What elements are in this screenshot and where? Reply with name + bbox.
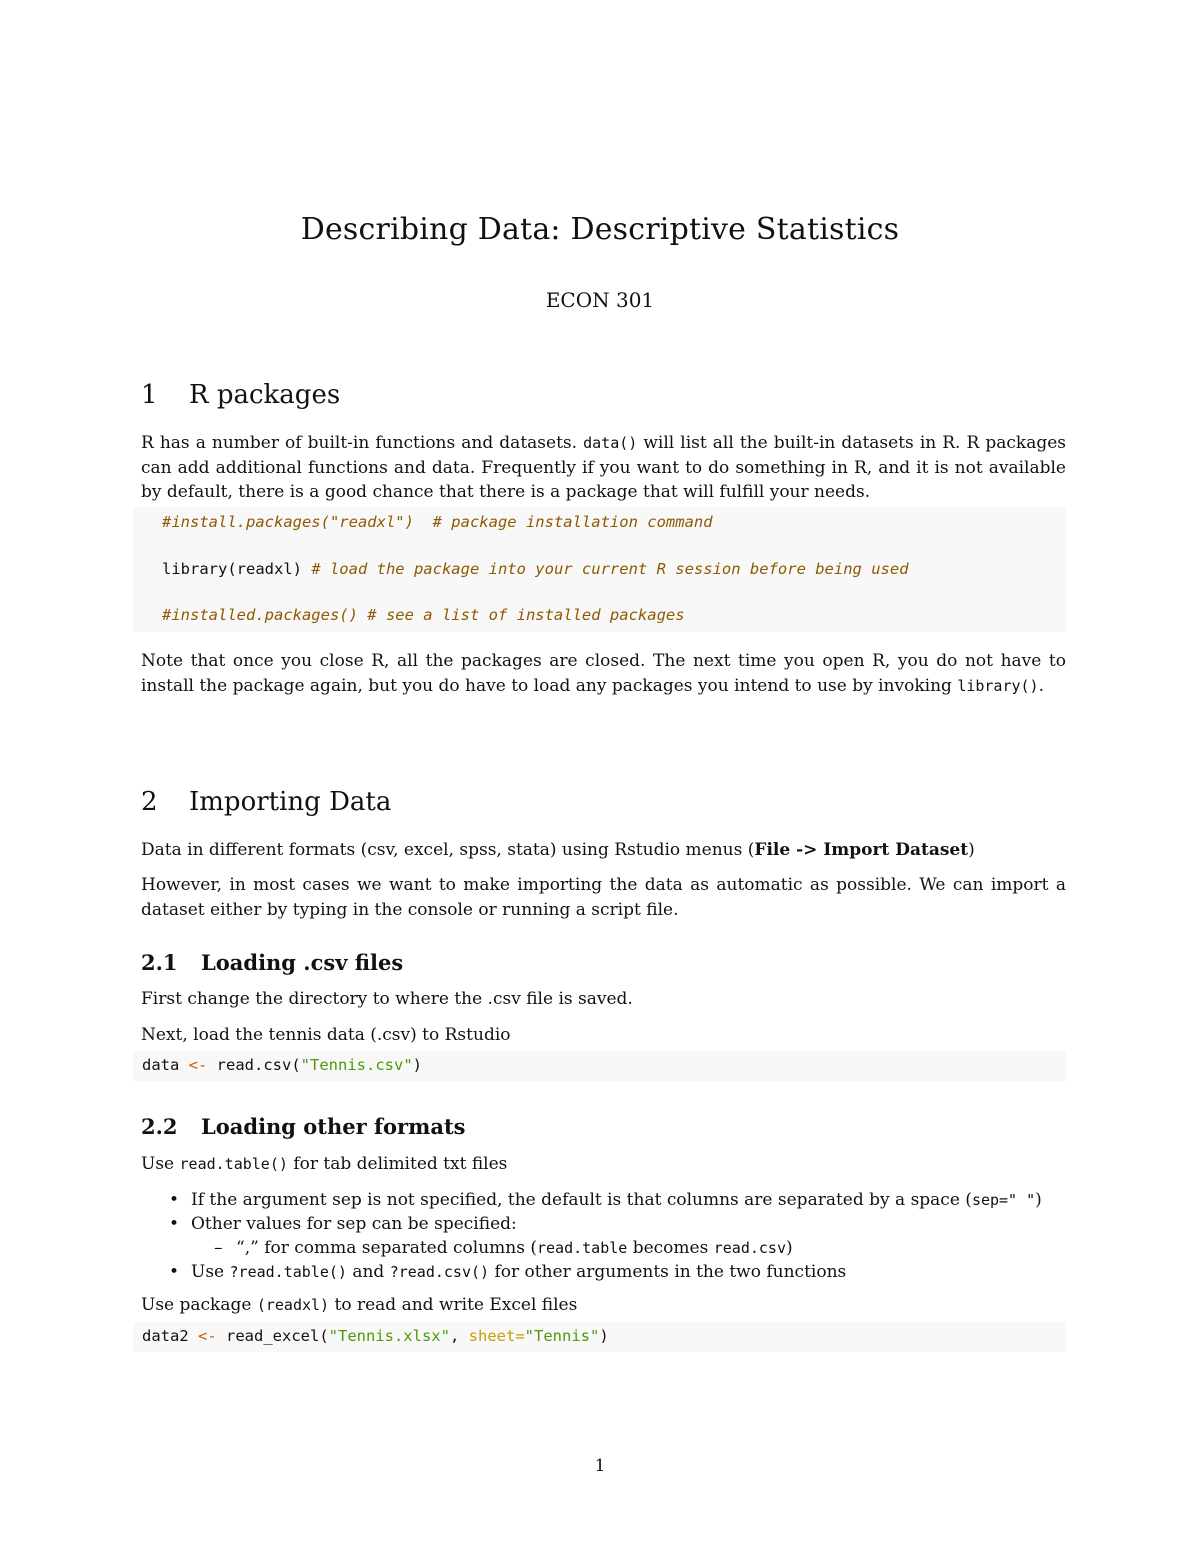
paragraph-r-packages-intro: R has a number of built-in functions and datasets. data() will list all the built-in datasets in R. R packages can add additional functions and data. Frequently if you want to do something in R, and it is not available by default, there is a good chance that there is a package that will fulfill your needs.	[141, 433, 1067, 502]
page-number: 1	[594, 1456, 606, 1476]
list-item: • Use ?read.table() and ?read.csv() for other arguments in the two functions	[169, 1262, 847, 1282]
code-line-library: library(readxl) # load the package into your current R session before being used	[162, 560, 909, 578]
paragraph-read-table: Use read.table() for tab delimited txt files	[141, 1154, 508, 1174]
code-block-read-excel	[133, 1322, 1066, 1352]
list-item: – “,” for comma separated columns (read.table becomes read.csv)	[214, 1238, 793, 1258]
section-heading-importing-data: 2 Importing Data	[141, 787, 392, 817]
paragraph-packages-note: Note that once you close R, all the packages are closed. The next time you open R, you do not have to install the package again, but you do have to load any packages you intend to use by invoking library().	[141, 651, 1066, 696]
document-author: ECON 301	[545, 288, 655, 312]
bullet-list-read-table	[141, 1188, 1066, 1284]
paragraph-import-automatic: However, in most cases we want to make importing the data as automatic as possible. We can import a dataset either by typing in the console or running a script file.	[141, 875, 1066, 920]
paragraph-load-tennis: Next, load the tennis data (.csv) to Rstudio	[141, 1025, 511, 1045]
subsection-heading-loading-csv: 2.1 Loading .csv files	[141, 950, 404, 975]
list-item: • Other values for sep can be specified:	[169, 1214, 517, 1234]
code-line-install: #install.packages("readxl") # package installation command	[162, 513, 713, 531]
section-heading-r-packages: 1 R packages	[141, 380, 341, 410]
subsection-heading-loading-other: 2.2 Loading other formats	[141, 1114, 466, 1139]
code-block-packages	[133, 507, 1066, 632]
paragraph-readxl: Use package (readxl) to read and write Excel files	[141, 1295, 578, 1315]
paragraph-import-formats: Data in different formats (csv, excel, spss, stata) using Rstudio menus (File -> Import Dataset)	[141, 840, 975, 860]
code-block-read-csv	[133, 1051, 1066, 1081]
code-line-installed: #installed.packages() # see a list of installed packages	[162, 606, 685, 624]
code-line-read-csv: data <- read.csv("Tennis.csv")	[142, 1056, 422, 1074]
paragraph-change-directory: First change the directory to where the .csv file is saved.	[141, 989, 633, 1009]
document-title: Describing Data: Descriptive Statistics	[300, 212, 900, 247]
code-line-read-excel: data2 <- read_excel("Tennis.xlsx", sheet="Tennis")	[142, 1327, 609, 1345]
list-item: • If the argument sep is not specified, the default is that columns are separated by a space (sep=" ")	[169, 1190, 1042, 1210]
